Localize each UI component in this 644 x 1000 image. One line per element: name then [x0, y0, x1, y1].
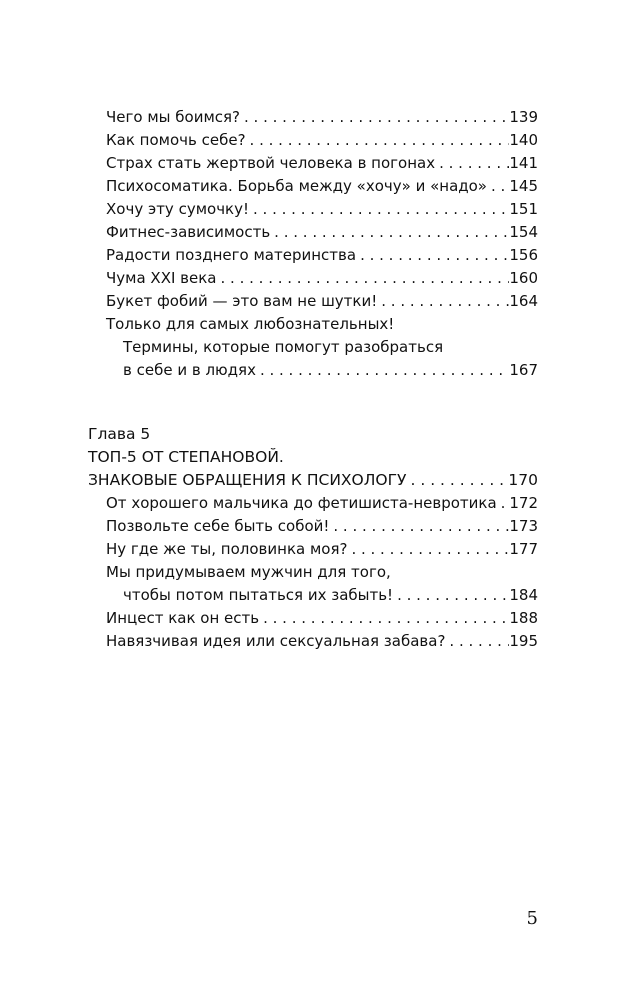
dot-leader: [377, 290, 509, 312]
toc-entry: [0, 607, 644, 629]
toc-entry: [0, 584, 644, 606]
toc-entry-page: 154: [509, 223, 538, 241]
toc-entry-page: 188: [509, 609, 538, 627]
toc-entry-page: 160: [509, 269, 538, 287]
dot-leader: [246, 129, 510, 151]
toc-entry-page: 170: [508, 471, 538, 489]
dot-leader: [270, 221, 509, 243]
toc-entry-title: Радости позднего материнства: [106, 246, 357, 264]
toc-entry-page: 140: [509, 131, 538, 149]
toc-entry: [0, 152, 644, 174]
toc-entry-page: 184: [509, 586, 538, 604]
toc-entry-title: Букет фобий — это вам не шутки!: [106, 292, 378, 310]
toc-entry: [0, 244, 644, 266]
dot-leader: [329, 515, 509, 537]
toc-entry: [0, 129, 644, 151]
toc-entry-title: Чума XXI века: [106, 269, 217, 287]
toc-entry: [0, 198, 644, 220]
toc-entry: [0, 515, 644, 537]
toc-entry-title-line: Только для самых любознательных!: [106, 315, 395, 333]
toc-entry-title: Как помочь себе?: [106, 131, 246, 149]
toc-entry: [0, 538, 644, 560]
toc-entry-title: Ну где же ты, половинка моя?: [106, 540, 348, 558]
toc-entry-multiline: [0, 561, 644, 583]
toc-entry-page: 172: [509, 494, 538, 512]
toc-entry-title: Навязчивая идея или сексуальная забава?: [106, 632, 446, 650]
toc-entry-multiline: [0, 336, 644, 358]
page-number: 5: [526, 908, 538, 929]
toc-entry-page: 167: [509, 361, 538, 379]
toc-entry-title: От хорошего мальчика до фетишиста-невротика: [106, 494, 497, 512]
chapter-title-line: ТОП-5 ОТ СТЕПАНОВОЙ.: [88, 448, 284, 466]
toc-entry-title: Фитнес-зависимость: [106, 223, 271, 241]
dot-leader: [445, 630, 509, 652]
toc-entry-title-line: Термины, которые помогут разобраться: [123, 338, 444, 356]
toc-entry-multiline: [0, 313, 644, 335]
toc-entry: [0, 359, 644, 381]
toc-entry: [0, 175, 644, 197]
dot-leader: [256, 359, 509, 381]
chapter-heading: [0, 446, 644, 468]
chapter-label: Глава 5: [88, 425, 151, 443]
toc-entry: [0, 221, 644, 243]
dot-leader: [497, 492, 510, 514]
dot-leader: [487, 175, 509, 197]
toc-entry-page: 156: [509, 246, 538, 264]
dot-leader: [240, 106, 509, 128]
toc-entry-title: Инцест как он есть: [106, 609, 260, 627]
toc-entry: [0, 290, 644, 312]
dot-leader: [406, 469, 508, 491]
toc-entry-title: чтобы потом пытаться их забыть!: [123, 586, 394, 604]
toc-entry-page: 141: [509, 154, 538, 172]
chapter-heading: [0, 469, 644, 491]
toc-entry: [0, 267, 644, 289]
toc-entry-title-line: Мы придумываем мужчин для того,: [106, 563, 391, 581]
toc-entry-page: 173: [509, 517, 538, 535]
toc-entry-page: 145: [509, 177, 538, 195]
toc-entry-page: 195: [509, 632, 538, 650]
toc-entry-title: Хочу эту сумочку!: [106, 200, 250, 218]
toc-entry-title: Позвольте себе быть собой!: [106, 517, 330, 535]
toc-entry: [0, 106, 644, 128]
dot-leader: [217, 267, 510, 289]
toc-entry-page: 164: [509, 292, 538, 310]
toc-entry-page: 151: [509, 200, 538, 218]
dot-leader: [435, 152, 509, 174]
toc-entry: [0, 630, 644, 652]
toc-entry-page: 177: [509, 540, 538, 558]
toc-entry-title: Страх стать жертвой человека в погонах: [106, 154, 436, 172]
dot-leader: [356, 244, 509, 266]
toc-entry-title: Психосоматика. Борьба между «хочу» и «надо»: [106, 177, 487, 195]
dot-leader: [249, 198, 509, 220]
chapter-title-line: ЗНАКОВЫЕ ОБРАЩЕНИЯ К ПСИХОЛОГУ: [88, 471, 407, 489]
chapter-heading: [0, 423, 644, 445]
toc-entry-page: 139: [509, 108, 538, 126]
toc-entry-title: в себе и в людях: [123, 361, 256, 379]
toc-entry-title: Чего мы боимся?: [106, 108, 240, 126]
dot-leader: [393, 584, 509, 606]
toc-entry: [0, 492, 644, 514]
dot-leader: [347, 538, 509, 560]
dot-leader: [259, 607, 509, 629]
